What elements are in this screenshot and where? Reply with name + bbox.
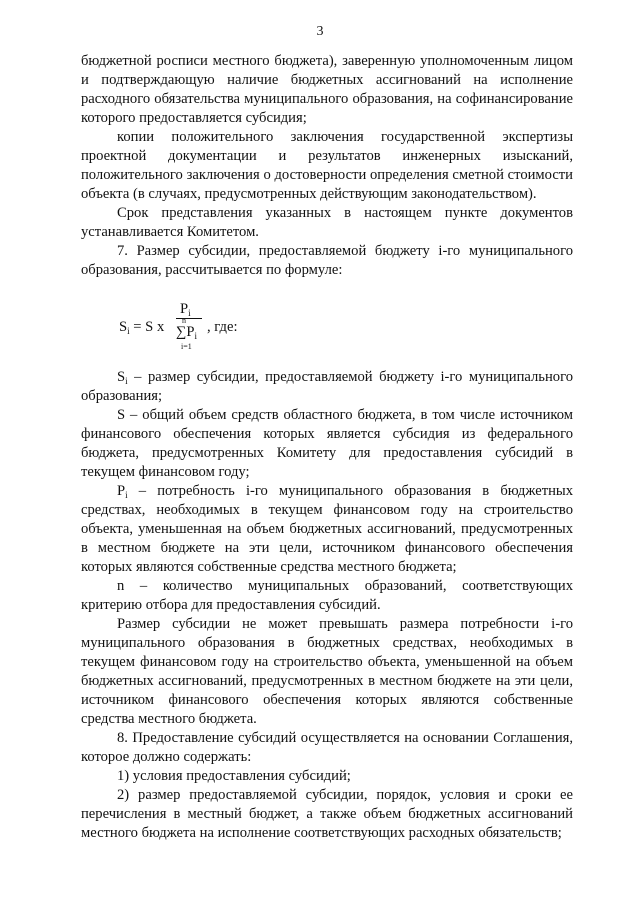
list-item-1: 1) условия предоставления субсидий; bbox=[117, 768, 351, 784]
paragraph-continuation: бюджетной росписи местного бюджета), заверенную уполномоченным лицом и подтверждающую наличие бюджетных ассигнований на исполнение расходного обязательства муниципального образования, на софинансирование которого предоставляется субсидия; bbox=[81, 53, 573, 126]
list-item-2: 2) размер предоставляемой субсидии, порядок, условия и сроки ее перечисления в местный бюджет, а также объем бюджетных ассигнований местного бюджета на исполнение соответствующих расходных обязательств; bbox=[81, 787, 573, 841]
paragraph-item-8: 8. Предоставление субсидий осуществляется на основании Соглашения, которое должно содержать: bbox=[81, 730, 573, 765]
definition-n: n – количество муниципальных образований, соответствующих критерию отбора для предоставления субсидий. bbox=[81, 578, 573, 613]
text-block-top bbox=[81, 52, 573, 280]
definition-s: S – общий объем средств областного бюджета, в том числе источником финансового обеспечения которых является субсидия из федерального бюджета, предусмотренных Комитету для предоставления субсидий в текущем финансовом году; bbox=[81, 407, 573, 480]
formula-numerator: $P_i$ bbox=[180, 301, 191, 318]
sum-lower-limit: i=1 bbox=[181, 342, 192, 351]
fraction-bar bbox=[176, 318, 202, 319]
formula bbox=[81, 296, 573, 370]
sum-upper-limit: n bbox=[182, 316, 186, 325]
definition-pi: $P_i$ – потребность i-го муниципального образования в бюджетных средствах, необходимых в текущем финансовом году на строительство объекта, уменьшенная на объем бюджетных ассигнований, предусмотренных в местном бюджете на эти цели, источником финансового обеспечения которых являются собственные средства местного бюджета; bbox=[81, 483, 573, 575]
text-block-bottom bbox=[81, 368, 573, 843]
definition-si: $S_i$ – размер субсидии, предоставляемой бюджету i-го муниципального образования; bbox=[81, 369, 573, 404]
formula-lhs: $S_i = S$ x bbox=[119, 319, 165, 336]
paragraph-expertise-copies: копии положительного заключения государственной экспертизы проектной документации и результатов инженерных изысканий, положительного заключения о достоверности определения сметной стоимости объекта (в случаях, предусмотренных действующим законодательством). bbox=[81, 129, 573, 202]
paragraph-item-7: 7. Размер субсидии, предоставляемой бюджету i-го муниципального образования, рассчитывается по формуле: bbox=[81, 243, 573, 278]
formula-fraction bbox=[176, 296, 202, 356]
formula-denominator: $\sum P_i$ bbox=[176, 324, 198, 341]
page-number: 3 bbox=[316, 24, 324, 39]
paragraph-deadline: Срок представления указанных в настоящем пункте документов устанавливается Комитетом. bbox=[81, 205, 573, 240]
formula-suffix: , где: bbox=[207, 319, 238, 335]
paragraph-subsidy-limit: Размер субсидии не может превышать размера потребности i-го муниципального образования в бюджетных средствах, необходимых в текущем финансовом году на строительство объекта, уменьшенной на объем бюджетных ассигнований, предусмотренных в местном бюджете на эти цели, источником финансового обеспечения которых являются собственные средства местного бюджета. bbox=[81, 616, 573, 727]
sum-sign: ∑ bbox=[176, 324, 187, 340]
